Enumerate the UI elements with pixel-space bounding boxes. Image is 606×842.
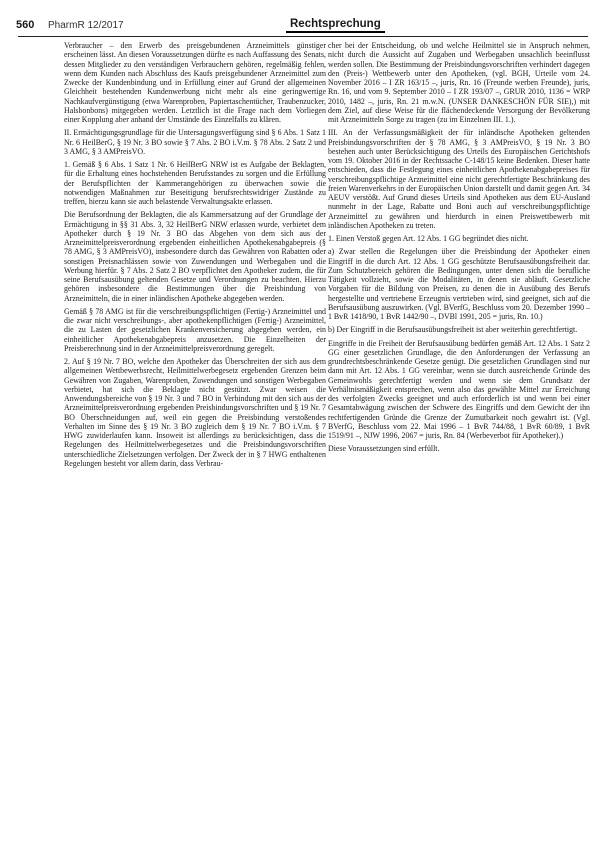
- left-column: [64, 41, 326, 472]
- paragraph: Gemäß § 78 AMG ist für die verschreibungspflichtigen (Fertig-) Arzneimittel und die zwar nicht verschreibungs-, aber apothekenpflichtigen (Fertig-) Arzneimittel, die zu Lasten der gesetzlichen Krankenversicherung abgegeben werden, ein einheitlicher Apothekenabgabepreis anzusetzen. Die Einzelheiten der Preisberechnung sind in der Arzneimittelpreisverordnung geregelt.: [64, 306, 326, 353]
- paragraph: a) Zwar stellen die Regelungen über die Preisbindung der Apotheker einen Eingriff in die durch Art. 12 Abs. 1 GG geschützte Berufsausübungsfreiheit dar. Zum Schutzbereich gehören die Bedingungen, unter denen sich die berufliche Tätigkeit vollzieht, sowie die Modalitäten, in denen sie abläuft. Gesetzliche Vorgaben für die Bildung von Preisen, zu denen die in Ausübung des Berufs hergestellte und vertriebene Erzeugnis vertrieben wird, sind geeignet, sich auf die Berufsausübung auszuwirken. (Vgl. BVerfG, Beschluss vom 20. Dezember 1990 – 1 BvR 1418/90, 1 BvR 1442/90 –, DVBl 1991, 205 = juris, Rn. 10.): [328, 247, 590, 321]
- paragraph: Diese Voraussetzungen sind erfüllt.: [328, 444, 440, 454]
- paragraph: Verbraucher – den Erwerb des preisgebundenen Arzneimittels günstiger erscheinen lässt. An diesen Voraussetzungen dürfte es nach Auffassung des Senats, dessen Mitglieder zu den verständigen Verbrauchern gehören, regelmäßig fehlen, wenn dem Kunden nach Abschluss des Kaufs preisgebundener Arzneimittel zum Zwecke der Kundenbindung und in Erfüllung einer auf Grund der allgemeinen Gleichheit bestehenden Kundenwerbung nicht mehr als eine geringwertige Nachkaufvergünstigung (etwa Warenproben, Papiertaschentücher, Traubenzucker, Halsbonbons) mitgegeben werden. Letztlich ist die Frage nach dem Vorliegen einer Kopplung aber anhand der Umstände des Einzelfalls zu klären.: [64, 41, 326, 124]
- paragraph: cher bei der Entscheidung, ob und welche Heilmittel sie in Anspruch nehmen, nicht durch die Aussicht auf Zugaben und Werbegaben unsachlich beeinflusst werden sollen. Die Bestimmung der Preisbindungsvorschriften verhindert dagegen den (Preis-) Wettbewerb unter den Apotheken, (vgl. BGH, Urteile vom 24. November 2016 – I ZR 163/15 –, juris, Rn. 16 (Freunde werben Freunde), juris, Rn. 16, und vom 9. September 2010 – I ZR 193/07 –, GRUR 2010, 1136 = WRP 2010, 1482 –, juris, Rn. 21 m.w.N. (UNSER DANKESCHÖN FÜR SIE),) mit dem Ziel, auf diese Weise für die flächendeckende Versorgung der Bevölkerung mit Arzneimitteln Sorge zu tragen (zu im Einzelnen III. 1.).: [328, 41, 590, 124]
- paragraph: 2. Auf § 19 Nr. 7 BO, welche den Apotheker das Überschreiten der sich aus dem allgemeinen Wettbewerbsrecht, Heilmittelwerbegesetz ergebenden Grenzen beim Gewähren von Zugaben, Warenproben, Zuwendungen und sonstigen Werbegaben verbietet, hat sich die Beklagte nicht gestützt. Zwar weisen die Anwendungsbereiche von § 19 Nr. 3 und 7 BO in Verbindung mit den sich aus der Arzneimittelpreisverordnung ergebenden Preisbindungsvorschriften und § 19 Nr. 7 BO Überschneidungen auf, weil ein gegen die Preisbindung verstoßendes Verhalten im Sinne des § 19 Nr. 3 BO zugleich dem § 19 Nr. 7 BO i.V.m. § 7 HWG zuwiderlaufen kann. Insoweit ist allerdings zu berücksichtigen, dass die Regelungen des Heilmittelwerbegesetzes und die Preisbindungsvorschriften unterschiedliche Zielsetzungen verfolgen. Der Zweck der in § 7 HWG enthaltenen Regelungen besteht vor allem darin, dass Verbrau-: [64, 357, 326, 468]
- paragraph: III. An der Verfassungsmäßigkeit der für inländische Apotheken geltenden Preisbindungsvorschriften der § 78 AMG, § 3 AMPreisVO, § 19 Nr. 3 BO bestehen auch unter Berücksichtigung des Urteils des Europäischen Gerichtshofs vom 19. Oktober 2016 in der Rechtssache C-148/15 keine Bedenken. Dieser hatte entschieden, dass die Festlegung eines einheitlichen Apothekenabgabepreises für verschreibungspflichtige Arzneimittel eine nicht gerechtfertigte Beschränkung des freien Warenverkehrs in der Europäischen Union darstellt und damit gegen Art. 34 AEUV verstößt. Auf Grund dieses Urteils sind Apotheken aus dem EU-Ausland nunmehr in der Lage, Rabatte und Boni auch auf verschreibungspflichtige Arzneimittel zu gewähren und hierdurch in einen Preiswettbewerb mit inländischen Apotheken zu treten.: [328, 128, 590, 230]
- journal-issue: PharmR 12/2017: [48, 20, 124, 31]
- paragraph: II. Ermächtigungsgrundlage für die Untersagungsverfügung sind § 6 Abs. 1 Satz 1 Nr. 6 HeilBerG, § 19 Nr. 3 BO sowie § 7 Abs. 2 BO i.V.m. § 78 Abs. 2 Satz 2 und 3 AMG, § 3 AMPreisVO.: [64, 128, 326, 156]
- page-number: 560: [16, 19, 35, 31]
- header-rule: [18, 36, 588, 37]
- paragraph: Eingriffe in die Freiheit der Berufsausübung bedürfen gemäß Art. 12 Abs. 1 Satz 2 GG einer gesetzlichen Grundlage, die den Anforderungen der Verfassung an grundrechtsbeschränkende Gesetze genügt. Die gesetzlichen Grundlagen sind nur dann mit Art. 12 Abs. 1 GG vereinbar, wenn sie durch ausreichende Gründe des Gemeinwohls gerechtfertigt werden und wenn sie dem Grundsatz der Verhältnismäßigkeit entsprechen, wenn also das gewählte Mittel zur Erreichung des verfolgten Zwecks geeignet und auch erforderlich ist und wenn bei einer Gesamtabwägung zwischen der Schwere des Eingriffs und dem Gewicht der ihn rechtfertigenden Gründe die Grenze der Zumutbarkeit noch gewahrt ist. (Vgl. BVerfG, Beschluss vom 22. Mai 1996 – 1 BvR 744/88, 1 BvR 60/89, 1 BvR 1519/91 –, NJW 1996, 2067 = juris, Rn. 84 (Werbeverbot für Apotheker).): [328, 338, 590, 440]
- paragraph: 1. Einen Verstoß gegen Art. 12 Abs. 1 GG begründet dies nicht.: [328, 234, 529, 243]
- paragraph: Die Berufsordnung der Beklagten, die als Kammersatzung auf der Grundlage der Ermächtigung in §§ 31 Abs. 3, 32 HeilBerG NRW erlassen wurde, verbietet dem Apotheker durch § 19 Nr. 3 BO das Abgehen von dem sich aus der Arzneimittelpreisverordnung ergebenden einheitlichen Apothekenabgabepreis (§ 78 AMG, § 3 AMPreisVO), insbesondere durch das Gewähren von Rabatten oder sonstigen Preisnachlässen sowie von Zuwendungen und Werbegaben und die Werbung hierfür. § 7 Abs. 2 Satz 2 BO verpflichtet den Apotheker zudem, die für seine Berufsausübung geltenden Gesetze und Verordnungen zu beachten. Hierzu gehören insbesondere die Bestimmungen über die Preisbindung von Arzneimitteln, die in einer inländischen Apotheke abgegeben werden.: [64, 210, 326, 303]
- paragraph: 1. Gemäß § 6 Abs. 1 Satz 1 Nr. 6 HeilBerG NRW ist es Aufgabe der Beklagten, für die Erhaltung eines hochstehenden Berufsstandes zu sorgen und die Erfüllung der Berufspflichten der Kammerangehörigen zu überwachen sowie die notwendigen Maßnahmen zur Beseitigung berufsrechtswidriger Zustände zu treffen, hierzu kann sie auch belastende Verwaltungsakte erlassen.: [64, 160, 326, 206]
- section-title: Rechtsprechung: [286, 18, 385, 33]
- right-column: [328, 41, 590, 458]
- paragraph: b) Der Eingriff in die Berufsausübungsfreiheit ist aber weiterhin gerechtfertigt.: [328, 325, 578, 335]
